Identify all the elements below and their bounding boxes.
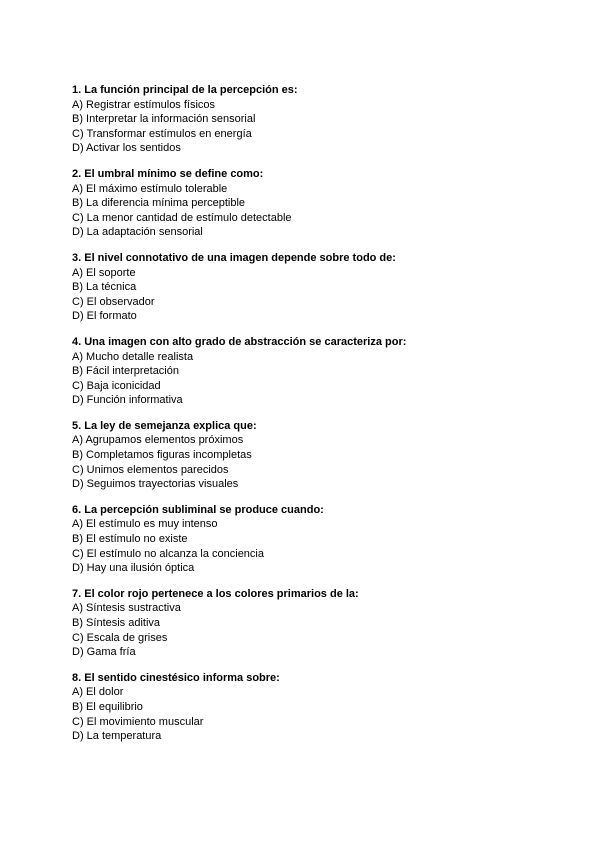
question-1	[72, 83, 552, 156]
question-title: 5. La ley de semejanza explica que:	[72, 419, 257, 432]
option-c: C) Escala de grises	[72, 631, 168, 644]
question-title: 4. Una imagen con alto grado de abstracción se caracteriza por:	[72, 335, 407, 348]
question-2	[72, 167, 552, 240]
option-b: B) El equilibrio	[72, 700, 143, 713]
question-3	[72, 251, 552, 324]
option-b: B) Síntesis aditiva	[72, 617, 161, 629]
option-a: A) El máximo estímulo tolerable	[72, 182, 228, 195]
option-a: A) Agrupamos elementos próximos	[72, 434, 244, 447]
option-d: D) Seguimos trayectorias visuales	[72, 478, 239, 491]
option-d: D) Gama fría	[72, 646, 136, 659]
question-list	[72, 83, 552, 755]
option-a: A) Síntesis sustractiva	[72, 602, 181, 615]
option-c: C) El movimiento muscular	[72, 715, 204, 728]
option-c: C) Baja iconicidad	[72, 379, 161, 392]
option-b: B) La diferencia mínima perceptible	[72, 197, 246, 210]
option-a: A) El soporte	[72, 266, 136, 279]
option-a: A) El dolor	[72, 686, 124, 699]
option-c: C) La menor cantidad de estímulo detectable	[72, 211, 292, 224]
option-b: B) El estímulo no existe	[72, 533, 188, 546]
option-c: C) Unimos elementos parecidos	[72, 463, 229, 476]
question-5	[72, 419, 552, 492]
question-4	[72, 335, 552, 408]
question-title: 2. El umbral mínimo se define como:	[72, 167, 264, 180]
question-title: 7. El color rojo pertenece a los colores primarios de la:	[72, 587, 359, 600]
question-title: 6. La percepción subliminal se produce cuando:	[72, 503, 324, 516]
option-d: D) Hay una ilusión óptica	[72, 562, 195, 575]
option-c: C) Transformar estímulos en energía	[72, 127, 252, 140]
option-d: D) El formato	[72, 310, 137, 323]
option-a: A) Mucho detalle realista	[72, 350, 194, 363]
option-c: C) El observador	[72, 295, 155, 308]
question-7	[72, 587, 552, 660]
option-d: D) La temperatura	[72, 730, 162, 743]
option-d: D) Activar los sentidos	[72, 142, 181, 155]
option-a: A) Registrar estímulos físicos	[72, 98, 216, 111]
option-d: D) La adaptación sensorial	[72, 226, 203, 239]
question-8	[72, 671, 552, 744]
option-b: B) Fácil interpretación	[72, 365, 179, 378]
option-b: B) Interpretar la información sensorial	[72, 113, 256, 126]
option-c: C) El estímulo no alcanza la conciencia	[72, 547, 264, 560]
option-d: D) Función informativa	[72, 394, 183, 407]
question-title: 8. El sentido cinestésico informa sobre:	[72, 671, 280, 684]
question-title: 3. El nivel connotativo de una imagen depende sobre todo de:	[72, 251, 396, 264]
option-a: A) El estímulo es muy intenso	[72, 518, 218, 531]
option-b: B) La técnica	[72, 281, 137, 294]
option-b: B) Completamos figuras incompletas	[72, 449, 252, 462]
question-title: 1. La función principal de la percepción es:	[72, 84, 298, 96]
question-6	[72, 503, 552, 576]
